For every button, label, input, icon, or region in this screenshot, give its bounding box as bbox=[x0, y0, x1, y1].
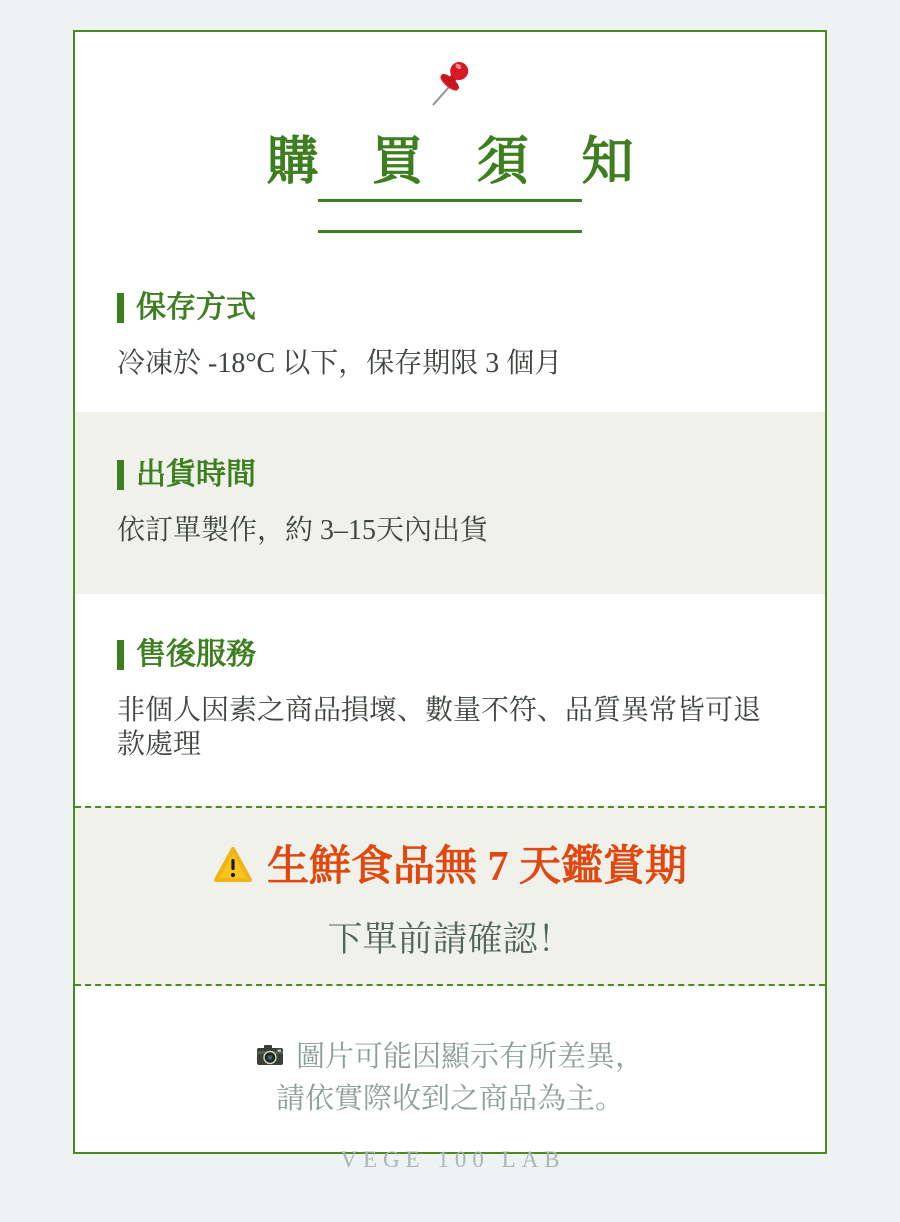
note-line-1: 圖片可能因顯示有所差異， bbox=[295, 1041, 644, 1073]
image-disclaimer-note bbox=[75, 1036, 825, 1120]
section-storage-body: 冷凍於 -18°C 以下，保存期限 3 個月 bbox=[117, 348, 563, 379]
page-title: 購 買 須 知 bbox=[266, 134, 654, 191]
underline-bottom bbox=[318, 230, 582, 233]
section-heading-bar bbox=[117, 293, 124, 323]
section-heading-bar bbox=[117, 640, 124, 670]
camera-icon bbox=[256, 1036, 296, 1078]
warning-subtitle: 下單前請確認！ bbox=[327, 920, 573, 959]
section-aftersales bbox=[75, 640, 825, 762]
pushpin-icon bbox=[75, 32, 825, 108]
purchase-notice-card bbox=[73, 30, 827, 1172]
section-shipping-heading: 出貨時間 bbox=[136, 458, 256, 491]
fresh-food-warning-band bbox=[75, 806, 825, 986]
section-heading-bar bbox=[117, 460, 124, 490]
brand-footer: VEGE 100 LAB bbox=[340, 1147, 566, 1172]
section-storage-heading: 保存方式 bbox=[136, 291, 256, 324]
section-shipping-body: 依訂單製作，約 3–15天內出貨 bbox=[117, 515, 489, 546]
section-storage bbox=[75, 293, 825, 381]
warning-title: 生鮮食品無 7 天鑑賞期 bbox=[266, 844, 687, 890]
underline-top bbox=[318, 199, 582, 202]
note-line-2: 請依實際收到之商品為主。 bbox=[275, 1083, 624, 1115]
section-aftersales-body: 非個人因素之商品損壞、數量不符、品質異常皆可退款處理 bbox=[117, 695, 762, 760]
warning-triangle-icon bbox=[213, 846, 267, 889]
section-shipping bbox=[75, 460, 825, 548]
title-double-underline bbox=[318, 199, 582, 233]
shipping-band bbox=[75, 412, 825, 594]
section-aftersales-heading: 售後服務 bbox=[136, 638, 256, 671]
